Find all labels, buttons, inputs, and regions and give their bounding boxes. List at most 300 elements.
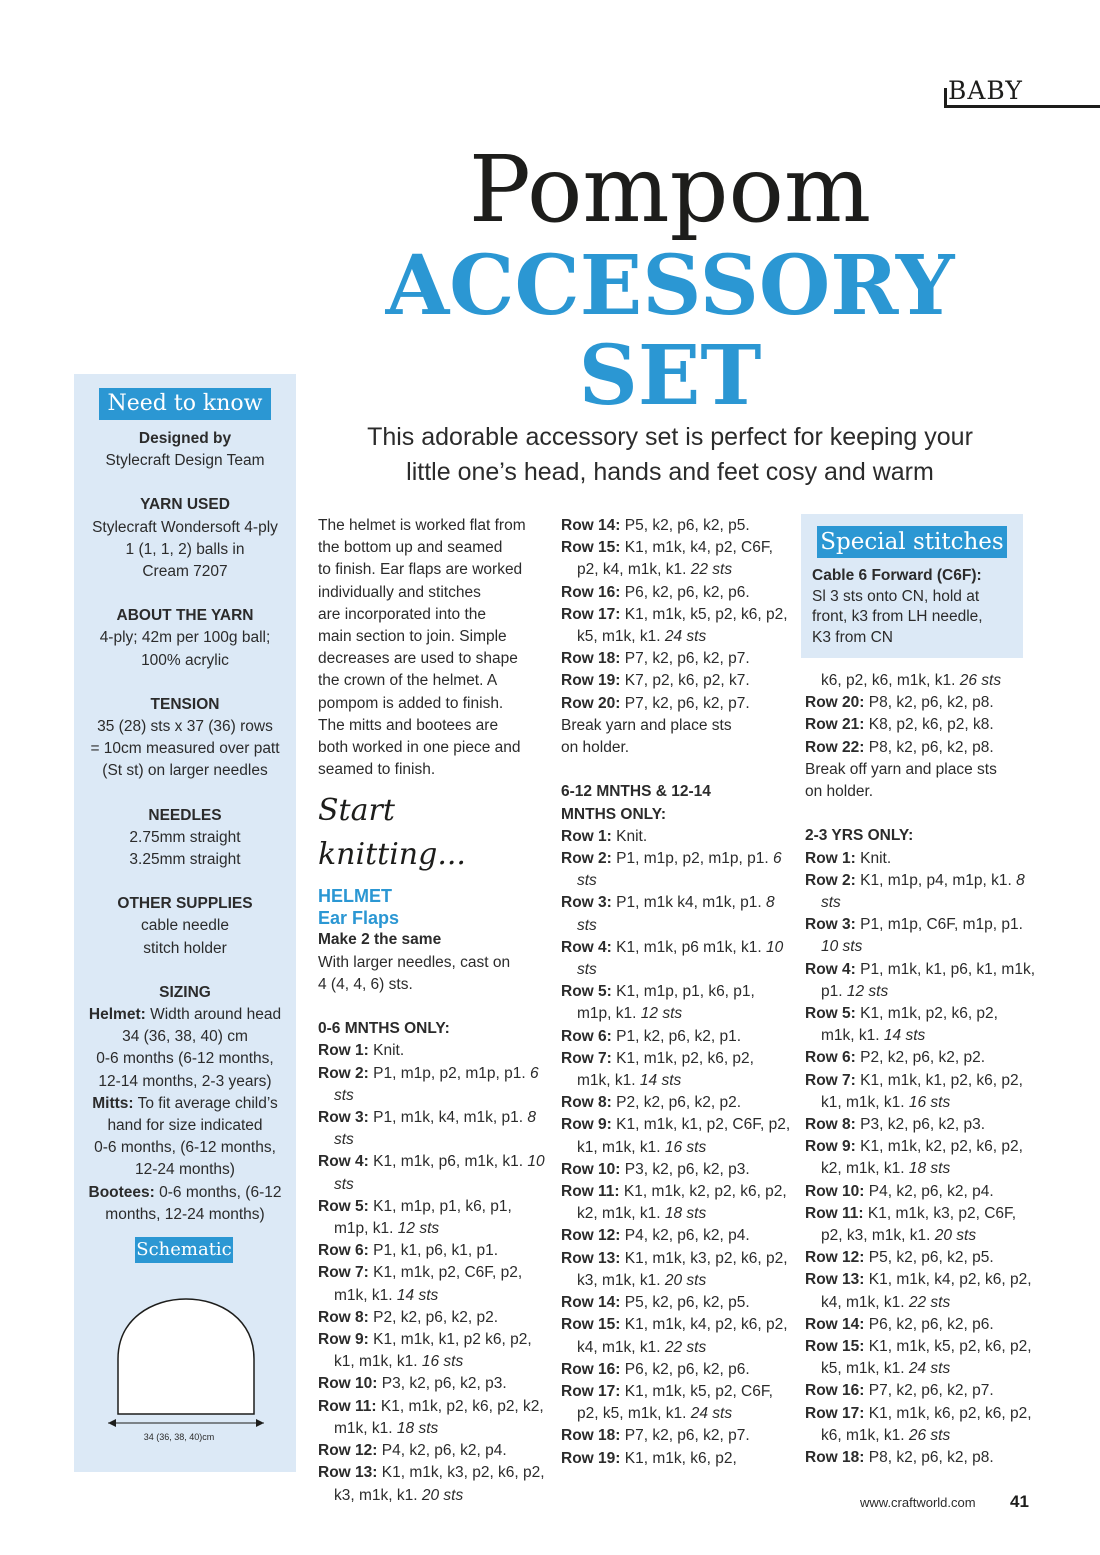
sizing-label: SIZING [159, 983, 211, 1001]
row-text: P6, k2, p6, k2, p6. [868, 1315, 994, 1333]
intro-line: pompom is added to finish. [318, 694, 504, 712]
pattern-row [561, 537, 791, 581]
pattern-row [318, 1240, 548, 1262]
row-list [805, 848, 1035, 1470]
row-number: Row 11: [318, 1397, 377, 1415]
row-text: P1, m1k, k1, p6, k1, m1k, p1. [821, 960, 1035, 1000]
stitch-count: 8 sts [334, 1109, 536, 1149]
break-line: Break off yarn and place sts [805, 760, 997, 778]
pattern-row [561, 1359, 791, 1381]
pattern-row [318, 1151, 548, 1195]
stitch-count: 14 sts [883, 1027, 926, 1045]
row-number: Row 7: [805, 1071, 856, 1089]
row-text: K1, m1k, p2, C6F, p2, m1k, k1. [334, 1264, 523, 1304]
pattern-row [805, 1403, 1035, 1447]
stitch-count: 18 sts [396, 1419, 439, 1437]
stitch-count: 12 sts [640, 1005, 683, 1023]
pattern-row [805, 1247, 1035, 1269]
yarn-used-label: YARN USED [140, 496, 230, 514]
mitts-label: Mitts: [92, 1094, 134, 1112]
pattern-row [318, 1462, 548, 1506]
stitch-count: 12 sts [846, 982, 889, 1000]
pattern-row [318, 1440, 548, 1462]
pattern-row [805, 1047, 1035, 1069]
pattern-row [561, 1159, 791, 1181]
row-text: K8, p2, k6, p2, k8. [868, 716, 994, 734]
pattern-row [561, 1292, 791, 1314]
pattern-row [561, 1314, 791, 1358]
row-text: P7, k2, p6, k2, p7. [624, 1427, 750, 1445]
pattern-row [805, 914, 1035, 958]
intro-line: individually and stitches [318, 583, 481, 601]
row-number: Row 13: [561, 1249, 621, 1267]
row-text: Knit. [860, 849, 892, 867]
row-text: K1, m1k, k3, p2, C6F, p2, k3, m1k, k1. [821, 1204, 1017, 1245]
intro-line: seamed to finish. [318, 761, 436, 779]
row-text: K1, m1k, k6, p2, k6, p2, k6, m1k, k1. [821, 1404, 1032, 1444]
pattern-row [561, 1225, 791, 1247]
stitch-count: 10 sts [577, 938, 784, 979]
helmet-label: Helmet: [88, 1006, 146, 1024]
pattern-row [318, 1107, 548, 1151]
row-number: Row 17: [561, 605, 621, 623]
pattern-row [561, 848, 791, 892]
row-number: Row 4: [561, 938, 612, 956]
width-arrow-right [256, 1419, 264, 1427]
special-stitches-heading: Special stitches [817, 526, 1007, 558]
row-text: P1, m1k k4, m1k, p1. [616, 894, 762, 912]
row-continuation [805, 670, 1035, 692]
row-number: Row 13: [318, 1464, 378, 1482]
row-text: P2, k2, p6, k2, p2. [373, 1308, 499, 1326]
pattern-row [561, 1425, 791, 1447]
bootees-label: Bootees: [88, 1183, 155, 1201]
row-text: P5, k2, p6, k2, p5. [868, 1249, 994, 1267]
row-text: K1, m1k, k4, p2, C6F, p2, k4, m1k, k1. [577, 539, 773, 579]
row-text: P5, k2, p6, k2, p5. [624, 1294, 750, 1312]
about-yarn-line: 4-ply; 42m per 100g ball; [99, 629, 271, 647]
pattern-row [805, 1269, 1035, 1313]
row-number: Row 20: [805, 694, 865, 712]
row-number: Row 14: [805, 1315, 865, 1333]
row-text: K1, m1k, k5, p2, C6F, p2, k5, m1k, k1. [577, 1382, 773, 1423]
helmet-line: 0-6 months (6-12 months, [96, 1050, 274, 1068]
special-stitches-panel [801, 514, 1023, 658]
pattern-row [805, 1003, 1035, 1047]
pattern-row [805, 1114, 1035, 1136]
row-text: K1, m1k, p6 m1k, k1. [616, 938, 762, 956]
column-3 [805, 670, 1035, 1469]
yarn-used-line: Cream 7207 [142, 563, 228, 581]
stitch-count: 10 sts [334, 1153, 545, 1193]
stitch-count: 16 sts [664, 1138, 707, 1156]
row-text: P3, k2, p6, k2, p3. [860, 1116, 986, 1134]
supplies-label: OTHER SUPPLIES [117, 895, 253, 913]
row-number: Row 3: [805, 916, 856, 934]
stitch-count: 18 sts [664, 1205, 707, 1223]
row-number: Row 10: [805, 1182, 865, 1200]
row-number: Row 12: [318, 1442, 378, 1460]
row-text: P4, k2, p6, k2, p4. [868, 1182, 994, 1200]
row-number: Row 15: [561, 1316, 621, 1334]
helmet-line: 12-14 months, 2-3 years) [98, 1072, 272, 1090]
stitch-text: Sl 3 sts onto CN, hold at [812, 587, 980, 605]
row-text: K1, m1k, k3, p2, k6, p2, k3, m1k, k1. [334, 1464, 545, 1504]
pattern-row [805, 737, 1035, 759]
pattern-row [805, 714, 1035, 736]
row-text: K1, m1k, k4, p2, k6, p2, k4, m1k, k1. [821, 1271, 1032, 1311]
mitts-line: 12-24 months) [135, 1161, 235, 1179]
row-text: K1, m1k, p2, k6, p2, m1k, k1. [821, 1005, 998, 1045]
intro-paragraph [318, 515, 548, 781]
stitch-count: 26 sts [959, 672, 1002, 689]
row-text: P3, k2, p6, k2, p3. [381, 1375, 507, 1393]
row-number: Row 20: [561, 694, 621, 712]
tension-line: (St st) on larger needles [102, 762, 268, 780]
row-text: K1, m1k, p6, m1k, k1. [373, 1153, 524, 1171]
pattern-row [561, 693, 791, 715]
row-number: Row 12: [805, 1249, 865, 1267]
special-stitches-body [812, 566, 1012, 648]
pattern-row [561, 604, 791, 648]
row-text: K1, m1k, k1, p2 k6, p2, k1, m1k, k1. [334, 1331, 532, 1371]
pattern-row [805, 692, 1035, 714]
row-text: P7, k2, p6, k2, p7. [868, 1382, 994, 1400]
pattern-row [805, 1447, 1035, 1469]
pattern-row [805, 1380, 1035, 1402]
page-subtitle [330, 420, 1010, 490]
start-knitting-heading: Start knitting... [318, 793, 466, 873]
intro-line: are incorporated into the [318, 605, 487, 623]
row-number: Row 16: [561, 583, 621, 601]
size-heading: 2-3 YRS ONLY: [805, 827, 914, 845]
row-text: K1, m1k, k5, p2, k6, p2, k5, m1k, k1. [577, 605, 788, 646]
row-number: Row 9: [561, 1116, 612, 1134]
pattern-row [561, 1448, 791, 1470]
designed-by-label: Designed by [138, 430, 232, 447]
row-text: P1, m1p, C6F, m1p, p1. [860, 916, 1023, 934]
intro-line: both worked in one piece and [318, 739, 521, 757]
row-text: P1, k2, p6, k2, p1. [616, 1027, 742, 1045]
row-number: Row 1: [318, 1042, 369, 1060]
size-heading: MNTHS ONLY: [561, 805, 667, 823]
pattern-row [561, 582, 791, 604]
row-text: Knit. [373, 1042, 405, 1060]
stitch-count: 10 sts [821, 938, 863, 956]
need-to-know-body [80, 428, 290, 1226]
row-text: P5, k2, p6, k2, p5. [624, 517, 750, 534]
row-list [805, 692, 1035, 759]
about-yarn-label: ABOUT THE YARN [116, 607, 254, 625]
row-list [561, 826, 791, 1470]
row-text: P7, k2, p6, k2, p7. [624, 650, 750, 668]
pattern-row [561, 1181, 791, 1225]
row-list [318, 1040, 548, 1506]
pattern-row [561, 1114, 791, 1158]
row-text: Knit. [616, 827, 648, 845]
pattern-row [805, 1203, 1035, 1247]
row-text: K1, m1k, k2, p2, k6, p2, k2, m1k, k1. [577, 1183, 787, 1223]
intro-line: The mitts and bootees are [318, 716, 499, 734]
stitch-count: 20 sts [664, 1271, 707, 1289]
supplies-line: stitch holder [143, 939, 227, 957]
row-number: Row 8: [805, 1116, 856, 1134]
pattern-row [805, 1314, 1035, 1336]
row-number: Row 5: [561, 983, 612, 1001]
row-text: P8, k2, p6, k2, p8. [868, 738, 994, 756]
row-text: P6, k2, p6, k2, p6. [624, 583, 750, 601]
pattern-row [805, 959, 1035, 1003]
row-number: Row 9: [318, 1331, 369, 1349]
row-number: Row 7: [318, 1264, 369, 1282]
pattern-row [561, 1026, 791, 1048]
tension-line: = 10cm measured over patt [90, 740, 280, 758]
intro-line: the bottom up and seamed [318, 539, 503, 557]
stitch-count: 8 sts [821, 871, 1025, 912]
row-number: Row 13: [805, 1271, 865, 1289]
row-text: P3, k2, p6, k2, p3. [624, 1160, 750, 1178]
row-number: Row 14: [561, 517, 621, 534]
row-text: P4, k2, p6, k2, p4. [624, 1227, 750, 1245]
row-number: Row 5: [805, 1005, 856, 1023]
row-number: Row 1: [561, 827, 612, 845]
helmet-outline [118, 1299, 254, 1414]
row-number: Row 17: [805, 1404, 865, 1422]
sizing-bootees [80, 1182, 290, 1204]
pattern-row [805, 1336, 1035, 1380]
row-number: Row 1: [805, 849, 856, 867]
stitch-count: 6 sts [334, 1064, 539, 1104]
tension-line: 35 (28) sts x 37 (36) rows [97, 718, 273, 736]
row-text: P1, k1, p6, k1, p1. [373, 1242, 499, 1260]
row-number: Row 4: [805, 960, 856, 978]
stitch-count: 26 sts [908, 1426, 951, 1444]
row-number: Row 2: [561, 850, 612, 868]
stitch-count: 22 sts [908, 1293, 951, 1311]
intro-line: The helmet is worked flat from [318, 517, 526, 534]
row-text: P2, k2, p6, k2, p2. [860, 1049, 986, 1067]
tension-label: TENSION [150, 695, 220, 713]
column-1 [318, 515, 548, 1507]
row-number: Row 10: [318, 1375, 378, 1393]
row-number: Row 14: [561, 1294, 621, 1312]
pattern-row [561, 670, 791, 692]
row-number: Row 17: [561, 1382, 621, 1400]
row-text: K1, m1k, p2, k6, p2, m1k, k1. [577, 1049, 754, 1090]
stitch-text: K3 from CN [812, 628, 893, 646]
stitch-count: 24 sts [690, 1405, 733, 1423]
pattern-row [805, 870, 1035, 914]
stitch-count: 24 sts [664, 628, 707, 646]
bootees-line: 0-6 months, (6-12 [159, 1183, 282, 1201]
row-text: P8, k2, p6, k2, p8. [868, 1449, 994, 1467]
pattern-row [318, 1040, 548, 1062]
helmet-line: 34 (36, 38, 40) cm [122, 1028, 248, 1046]
pattern-row [318, 1196, 548, 1240]
schematic-caption: 34 (36, 38, 40)cm [143, 1432, 215, 1442]
helmet-heading: HELMET [318, 886, 392, 907]
row-number: Row 15: [561, 539, 621, 557]
row-number: Row 12: [561, 1227, 621, 1245]
row-number: Row 4: [318, 1153, 369, 1171]
row-number: Row 18: [561, 1427, 621, 1445]
row-text: K1, m1k, k6, p2, [624, 1449, 737, 1467]
row-text: K1, m1k, k4, p2, k6, p2, k4, m1k, k1. [577, 1316, 788, 1356]
row-number: Row 11: [561, 1183, 620, 1201]
intro-line: main section to join. Simple [318, 628, 507, 646]
designed-by-value: Stylecraft Design Team [105, 452, 265, 470]
pattern-row [805, 1136, 1035, 1180]
width-arrow-left [108, 1419, 116, 1427]
row-number: Row 9: [805, 1138, 856, 1156]
sizing-helmet [80, 1004, 290, 1026]
pattern-row [318, 1396, 548, 1440]
stitch-count: 14 sts [396, 1286, 439, 1304]
break-line: Break yarn and place sts [561, 716, 732, 734]
footer-url: www.craftworld.com [860, 1495, 976, 1510]
pattern-row [561, 1248, 791, 1292]
row-text: P1, m1k, k4, m1k, p1. [373, 1109, 524, 1127]
pattern-row [805, 1070, 1035, 1114]
supplies-line: cable needle [141, 917, 229, 935]
schematic-heading: Schematic [135, 1237, 233, 1263]
pattern-row [561, 515, 791, 537]
stitch-count: 20 sts [934, 1227, 977, 1245]
stitch-count: 12 sts [397, 1220, 440, 1238]
row-number: Row 22: [805, 738, 865, 756]
row-text: K1, m1k, k1, p2, C6F, p2, k1, m1k, k1. [577, 1116, 791, 1156]
pattern-row [561, 937, 791, 981]
yarn-used-line: 1 (1, 1, 2) balls in [125, 540, 245, 558]
row-text: P6, k2, p6, k2, p6. [624, 1360, 750, 1378]
row-list [561, 515, 791, 715]
row-number: Row 19: [561, 672, 621, 690]
row-text: K1, m1p, p4, m1p, k1. [860, 871, 1012, 889]
page-title-line1: Pompom [468, 136, 872, 243]
break-line: on holder. [805, 783, 874, 801]
stitch-text: front, k3 from LH needle, [812, 608, 983, 625]
mitts-line: 0-6 months, (6-12 months, [94, 1139, 276, 1157]
row-number: Row 16: [805, 1382, 865, 1400]
row-number: Row 18: [561, 650, 621, 668]
pattern-row [561, 981, 791, 1025]
pattern-row [561, 826, 791, 848]
yarn-used-line: Stylecraft Wondersoft 4-ply [92, 518, 278, 536]
row-text: P1, m1p, p2, m1p, p1. [373, 1064, 526, 1082]
stitch-count: 16 sts [421, 1353, 464, 1371]
row-text: K1, m1p, p1, k6, p1, m1p, k1. [334, 1197, 512, 1238]
make-two-label: Make 2 the same [318, 931, 442, 949]
row-text: K1, m1p, p1, k6, p1, m1p, k1. [577, 983, 755, 1023]
stitch-count: 20 sts [421, 1486, 464, 1504]
pattern-row [561, 1092, 791, 1114]
row-number: Row 8: [318, 1308, 369, 1326]
stitch-count: 22 sts [664, 1338, 707, 1356]
row-text: P7, k2, p6, k2, p7. [624, 694, 750, 712]
stitch-count: 6 sts [577, 850, 782, 890]
row-text: k6, p2, k6, m1k, k1. [821, 672, 956, 689]
row-number: Row 15: [805, 1338, 865, 1356]
row-text: P1, m1p, p2, m1p, p1. [616, 850, 769, 868]
row-number: Row 21: [805, 716, 865, 734]
pattern-row [318, 1373, 548, 1395]
needles-line: 3.25mm straight [129, 851, 241, 869]
section-tag-bar [944, 88, 947, 108]
page-number: 41 [1010, 1492, 1029, 1511]
row-number: Row 3: [561, 894, 612, 912]
helmet-line: Width around head [150, 1006, 282, 1024]
row-text: P8, k2, p6, k2, p8. [868, 694, 994, 712]
size-heading: 0-6 MNTHS ONLY: [318, 1020, 450, 1038]
page-title-line2: ACCESSORY [385, 238, 955, 334]
helmet-schematic [96, 1269, 276, 1449]
mitts-line: To fit average child’s [137, 1094, 278, 1112]
row-number: Row 5: [318, 1197, 369, 1215]
pattern-row [318, 1262, 548, 1306]
row-number: Row 2: [805, 871, 856, 889]
row-number: Row 2: [318, 1064, 369, 1082]
pattern-row [805, 1181, 1035, 1203]
pattern-row [561, 892, 791, 936]
stitch-count: 18 sts [908, 1160, 951, 1178]
needles-label: NEEDLES [148, 806, 222, 824]
size-heading: 6-12 MNTHS & 12-14 [561, 783, 711, 801]
cast-on-line: With larger needles, cast on [318, 953, 511, 971]
row-number: Row 10: [561, 1160, 621, 1178]
row-number: Row 3: [318, 1109, 369, 1127]
pattern-row [561, 1048, 791, 1092]
cast-on-line: 4 (4, 4, 6) sts. [318, 975, 413, 993]
ear-flaps-heading: Ear Flaps [318, 908, 400, 929]
row-number: Row 6: [318, 1242, 369, 1260]
row-text: K1, m1k, k5, p2, k6, p2, k5, m1k, k1. [821, 1338, 1032, 1378]
stitch-count: 16 sts [908, 1093, 951, 1111]
row-number: Row 19: [561, 1449, 621, 1467]
row-number: Row 18: [805, 1449, 865, 1467]
bootees-line: months, 12-24 months) [105, 1205, 265, 1223]
row-text: K7, p2, k6, p2, k7. [624, 672, 750, 690]
stitch-count: 22 sts [690, 561, 733, 579]
pattern-row [318, 1329, 548, 1373]
row-number: Row 6: [805, 1049, 856, 1067]
about-yarn-line: 100% acrylic [141, 651, 229, 669]
row-text: K1, m1k, k3, p2, k6, p2, k3, m1k, k1. [577, 1249, 788, 1289]
intro-line: the crown of the helmet. A [318, 672, 498, 690]
pattern-row [318, 1063, 548, 1107]
intro-line: decreases are used to shape [318, 650, 518, 668]
column-2 [561, 515, 791, 1470]
row-number: Row 16: [561, 1360, 621, 1378]
row-text: P4, k2, p6, k2, p4. [381, 1442, 507, 1460]
pattern-row [805, 848, 1035, 870]
stitch-count: 14 sts [639, 1072, 682, 1090]
stitch-name: Cable 6 Forward (C6F): [812, 567, 982, 584]
needles-line: 2.75mm straight [129, 828, 241, 846]
row-number: Row 7: [561, 1049, 612, 1067]
subtitle-line1: This adorable accessory set is perfect for keeping your [367, 423, 973, 451]
row-text: K1, m1k, k2, p2, k6, p2, k2, m1k, k1. [821, 1138, 1023, 1178]
section-tag: BABY [944, 76, 1100, 108]
row-text: K1, m1k, k1, p2, k6, p2, k1, m1k, k1. [821, 1071, 1023, 1111]
stitch-count: 24 sts [908, 1360, 951, 1378]
sizing-mitts [80, 1093, 290, 1115]
stitch-count: 8 sts [577, 894, 775, 934]
row-text: K1, m1k, p2, k6, p2, k2, m1k, k1. [334, 1397, 544, 1437]
row-number: Row 6: [561, 1027, 612, 1045]
pattern-row [318, 1307, 548, 1329]
intro-line: to finish. Ear flaps are worked [318, 561, 523, 579]
need-to-know-panel [74, 374, 296, 1472]
